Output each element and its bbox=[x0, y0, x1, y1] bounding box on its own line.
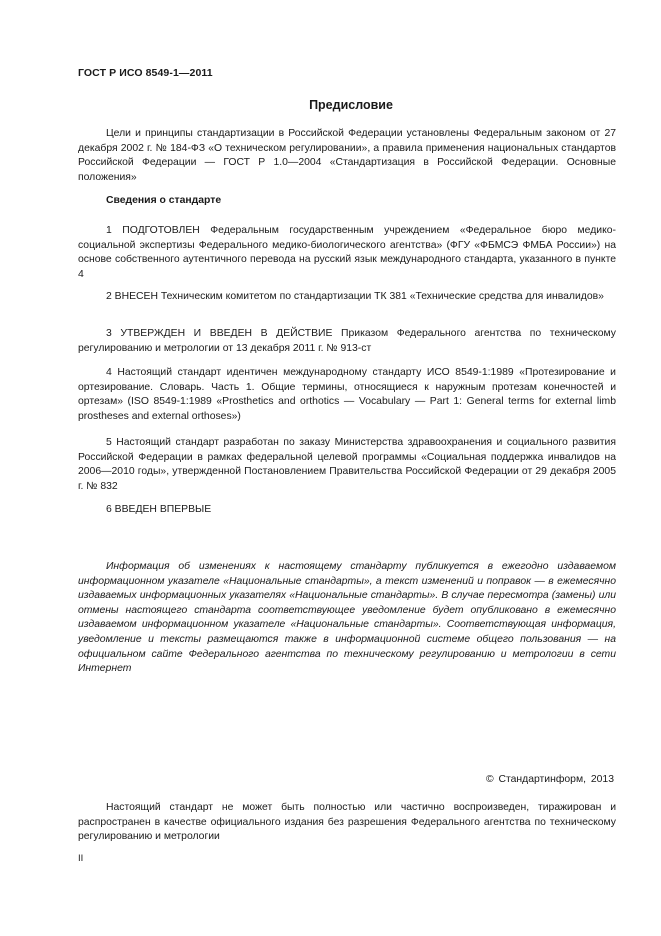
page-number: II bbox=[78, 853, 84, 864]
standard-info-item-6: 6 ВВЕДЕН ВПЕРВЫЕ bbox=[106, 504, 212, 515]
standard-info-item-2: 2 ВНЕСЕН Техническим комитетом по стандартизации ТК 381 «Технические средства для инвалидов» bbox=[106, 291, 604, 302]
standard-info-item-4: 4 Настоящий стандарт идентичен международному стандарту ИСО 8549-1:1989 «Протезирование и ортезирование. Словарь. Часть 1. Общие термины, относящиеся к наружным протезам конечностей и ортезам» (ISO 8549-1:1989 «Prosthetics and orthotics — Vocabulary — Part 1: General terms for external limb prostheses and external orthoses») bbox=[78, 367, 616, 422]
page-title: Предисловие bbox=[309, 98, 393, 112]
standard-info-item-1: 1 ПОДГОТОВЛЕН Федеральным государственным учреждением «Федеральное бюро медико-социальной экспертизы Федерального медико-биологического агентства» (ФГУ «ФБМСЭ ФМБА России») на основе собственного аутентичного перевода на русский язык международного стандарта, указанного в пункте 4 bbox=[78, 225, 616, 280]
legal-notice-paragraph: Настоящий стандарт не может быть полностью или частично воспроизведен, тиражирован и распространен в качестве официального издания без разрешения Федерального агентства по техническому регулированию и метрологии bbox=[78, 802, 616, 843]
standard-info-item-5: 5 Настоящий стандарт разработан по заказу Министерства здравоохранения и социального развития Российской Федерации в рамках федеральной целевой программы «Социальная поддержка инвалидов на 2006—2010 годы», утвержденной Постановлением Правительства Российской Федерации от 29 декабря 2005 г. № 832 bbox=[78, 437, 616, 492]
standard-info-heading: Сведения о стандарте bbox=[106, 195, 222, 206]
copyright-line: © Стандартинформ, 2013 bbox=[485, 774, 614, 785]
changes-notice-paragraph: Информация об изменениях к настоящему стандарту публикуется в ежегодно издаваемом информационном указателе «Национальные стандарты», а текст изменений и поправок — в ежемесячно издаваемых информационных указателях «Национальные стандарты». В случае пересмотра (замены) или отмены настоящего стандарта соответствующее уведомление будет опубликовано в ежемесячно издаваемом информационном указателе «Национальные стандарты». Соответствующая информация, уведомление и тексты размещаются также в информационной системе общего пользования — на официальном сайте Федерального агентства по техническому регулированию и метрологии в сети Интернет bbox=[78, 561, 616, 675]
document-code: ГОСТ Р ИСО 8549-1—2011 bbox=[78, 67, 213, 79]
standard-info-item-3: 3 УТВЕРЖДЕН И ВВЕДЕН В ДЕЙСТВИЕ Приказом Федерального агентства по техническому регулированию и метрологии от 13 декабря 2011 г. № 913-ст bbox=[78, 328, 616, 354]
intro-paragraph: Цели и принципы стандартизации в Российской Федерации установлены Федеральным законом от 27 декабря 2002 г. № 184-ФЗ «О техническом регулировании», а правила применения национальных стандартов Российской Федерации — ГОСТ Р 1.0—2004 «Стандартизация в Российской Федерации. Основные положения» bbox=[78, 128, 616, 183]
